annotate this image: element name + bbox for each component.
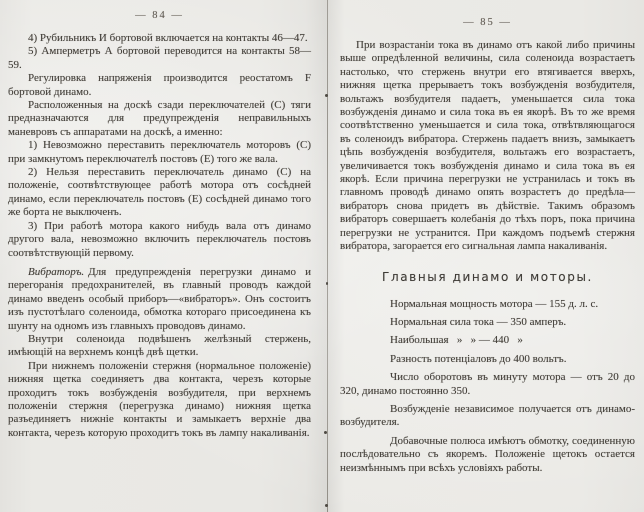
paragraph-text: Для предупрежденія перегрузки динамо и перегоранія предохранителей, въ главный проводъ каждой динамо введенъ особый приборъ—«вибраторъ». Онъ состоитъ изъ пустотѣлаго соленоида, обмотка котораго присоединена къ шунту на одномъ изъ главныхъ проводовъ динамо.: [8, 265, 311, 332]
spec-line: Нормальная сила тока — 350 амперъ.: [390, 315, 567, 328]
paragraph: 1) Невозможно переставить переключатель моторовъ (С) при замкнутомъ переключателѣ постовъ (Е) того же вала.: [8, 139, 311, 165]
spec-line: Возбужденіе независимое получается отъ динамо-возбудителя.: [340, 402, 635, 429]
spec-line: Число оборотовъ въ минуту мотора — отъ 20 до 320, динамо постоянно 350.: [340, 371, 635, 397]
paragraph: При нижнемъ положеніи стержня (нормальное положеніе) нижняя щетка соединяетъ два контакта, черезъ которые проходитъ токъ возбужденія возбудителя, при верхнемъ положеніи стержня (перегрузка динамо) нижняя щетка разъединяетъ нижніе контакты и замыкаетъ верхніе два контакта, черезъ которую проходитъ токъ въ лампу накаливанія.: [8, 359, 311, 439]
ink-speck: [325, 504, 328, 507]
paragraph: 2) Нельзя переставить переключатель динамо (С) на положеніе, соотвѣтствующее работѣ мотора отъ сосѣдней динамо, если переключатель постовъ (Е) сосѣдней динамо того же борта не выключенъ.: [8, 166, 311, 219]
paragraph: 4) Рубильникъ И бортовой включается на контакты 46—47.: [28, 32, 308, 44]
ink-speck: [326, 282, 328, 285]
spec-line: Наибольшая » » — 440 »: [390, 334, 523, 347]
paragraph: Регулировка напряженія производится реостатомъ F бортовой динамо.: [8, 72, 311, 98]
spec-line: Разность потенціаловъ до 400 вольтъ.: [390, 352, 567, 365]
section-heading: Главныя динамо и моторы.: [382, 269, 593, 284]
right-page: [330, 0, 644, 512]
gutter-crease-line: [327, 0, 328, 512]
paragraph: Внутри соленоида подвѣшенъ желѣзный стержень, имѣющій на верхнемъ концѣ двѣ щетки.: [8, 332, 311, 359]
spec-line: Нормальная мощность мотора — 155 д. л. с.: [390, 297, 599, 310]
paragraph: При возрастаніи тока въ динамо отъ какой либо причины выше опредѣленной величины, сила соленоида возрастаетъ настолько, что стержень внутри его втягивается вверхъ, нижняя щетка прерываетъ токъ возбужденія возбудителя, вольтажъ возбудителя падаетъ, уменьшается сила тока возбужденія динамо и сила тока въ ея якорѣ. Въ то же время соотвѣтственно уменьшается и сила тока, отвѣтвляющагося въ соленоидъ вибратора. Стержень падаетъ внизъ, замыкаетъ цѣпь возбужденія возбудителя, вольтажъ его возрастаетъ, увеличивается токъ возбужденія динамо и сила тока въ ея якорѣ. Если причина перегрузки не устранилась и токъ въ главномъ проводѣ динамо опять возрастетъ до предѣла—вибраторъ снова придетъ въ дѣйствіе. Такимъ образомъ вибраторъ совершаетъ колебанія до тѣхъ поръ, пока причина перегрузки не устранится. При каждомъ подъемѣ стержня вибратора, загорается его сигнальная лампа накаливанія.: [340, 39, 635, 253]
page-number-left: — 84 —: [135, 10, 184, 21]
paragraph: 3) При работѣ мотора какого нибудь вала отъ динамо другого вала, невозможно включить переключатель постовъ соотвѣтствующій первому.: [8, 219, 311, 259]
paragraph-vibrator: [8, 266, 311, 333]
spec-line: Добавочные полюса имѣютъ обмотку, соединенную послѣдовательно съ якоремъ. Положеніе щетокъ остается неизмѣннымъ при всѣхъ условіяхъ работы.: [340, 434, 635, 474]
paragraph-lead-italic: Вибраторъ.: [28, 265, 85, 278]
ink-speck: [325, 94, 328, 97]
ink-speck: [324, 431, 327, 434]
paragraph: 5) Амперметръ А бортовой переводится на контакты 58—59.: [8, 45, 311, 71]
page-number-right: — 85 —: [463, 17, 512, 28]
paragraph: Расположенныя на доскѣ сзади переключателей (С) тяги предназначаются для предупрежденія неправильныхъ маневровъ съ аппаратами на доскѣ, а именно:: [8, 99, 311, 138]
